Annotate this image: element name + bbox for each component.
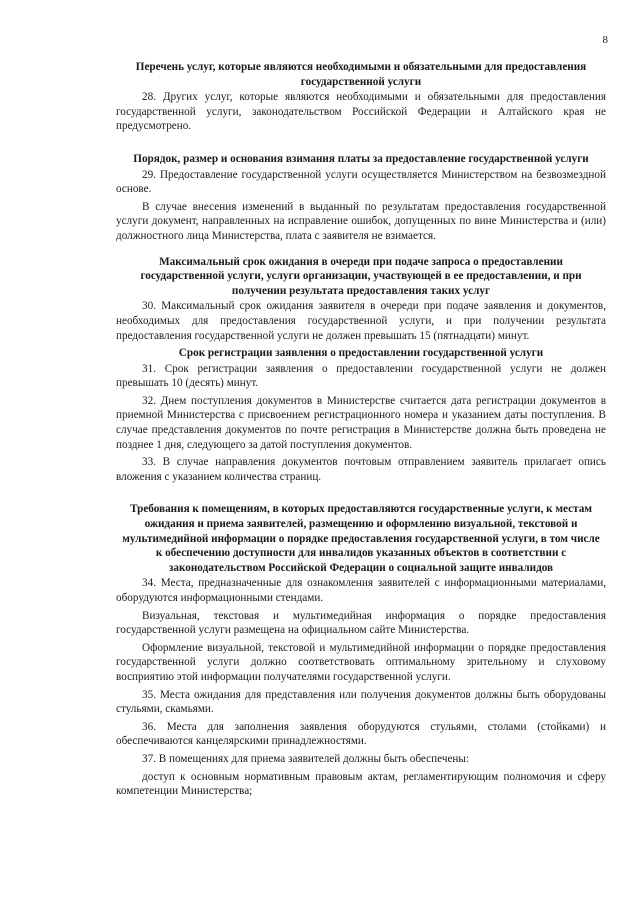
paragraph: 37. В помещениях для приема заявителей должны быть обеспечены: [142, 752, 470, 765]
paragraph: 32. Днем поступления документов в Министерстве считается дата регистрации документов в приемной Министерства с присвоением регистрационного номера и указанием даты поступления. В случае представления документов по почте регистрация в Министерстве должна быть проведена не позднее 1 дня, следующего за датой поступления документов. [116, 394, 606, 451]
paragraph: доступ к основным нормативным правовым актам, регламентирующим полномочия и сферу компетенции Министерства; [116, 770, 606, 798]
section-heading: Максимальный срок ожидания в очереди при подаче запроса о предоставлении государственной услуги, услуги организации, участвующей в ее предоставлении, и при получении результата предоставления таких услуг [140, 255, 582, 297]
paragraph: 35. Места ожидания для представления или получения документов должны быть оборудованы стульями, скамьями. [116, 688, 606, 716]
page-number: 8 [602, 34, 608, 46]
section-registration-time [116, 346, 606, 484]
section-related-services [116, 60, 606, 134]
paragraph: 28. Других услуг, которые являются необходимыми и обязательными для предоставления государственной услуги, законодательством Российской Федерации и Алтайского края не предусмотрено. [116, 91, 606, 133]
paragraph: Оформление визуальной, текстовой и мультимедийной информации о порядке предоставления государственной услуги должно соответствовать оптимальному зрительному и слуховому восприятию этой информации получателями государственной услуги. [116, 641, 606, 683]
section-heading: Требования к помещениям, в которых предоставляются государственные услуги, к местам ожидания и приема заявителей, размещению и оформлению визуальной, текстовой и мультимедийной информации о порядке предоставления государственной услуги, в том числе к обеспечению доступности для инвалидов указанных объектов в соответствии с законодательством Российской Федерации о социальной защите инвалидов [122, 503, 600, 574]
document-body [116, 60, 606, 802]
section-premises-requirements [116, 502, 606, 798]
section-heading: Перечень услуг, которые являются необходимыми и обязательными для предоставления государственной услуги [135, 61, 587, 88]
paragraph: 29. Предоставление государственной услуги осуществляется Министерством на безвозмездной основе. [116, 168, 606, 196]
section-heading: Порядок, размер и основания взимания платы за предоставление государственной услуги [133, 152, 589, 165]
paragraph: 31. Срок регистрации заявления о предоставлении государственной услуги не должен превышать 10 (десять) минут. [116, 362, 606, 390]
section-queue-time [116, 255, 606, 344]
paragraph: 34. Места, предназначенные для ознакомления заявителей с информационными материалами, оборудуются информационными стендами. [116, 577, 606, 604]
paragraph: Визуальная, текстовая и мультимедийная информация о порядке предоставления государственной услуги размещена на официальном сайте Министерства. [116, 609, 606, 637]
paragraph: 36. Места для заполнения заявления оборудуются стульями, столами (стойками) и обеспечиваются канцелярскими принадлежностями. [116, 720, 606, 748]
section-fees [116, 152, 606, 244]
paragraph: 30. Максимальный срок ожидания заявителя в очереди при подаче заявления и документов, необходимых для предоставления государственной услуги, и при получении результата предоставления государственной услуги не должен превышать 15 (пятнадцати) минут. [116, 300, 606, 342]
paragraph: 33. В случае направления документов почтовым отправлением заявитель прилагает опись вложения с указанием количества страниц. [116, 456, 606, 483]
section-heading: Срок регистрации заявления о предоставлении государственной услуги [178, 347, 544, 360]
paragraph: В случае внесения изменений в выданный по результатам предоставления государственной услуги документ, направленных на исправление ошибок, допущенных по вине Министерства и (или) должностного лица Министерства, плата с заявителя не взимается. [116, 200, 606, 242]
